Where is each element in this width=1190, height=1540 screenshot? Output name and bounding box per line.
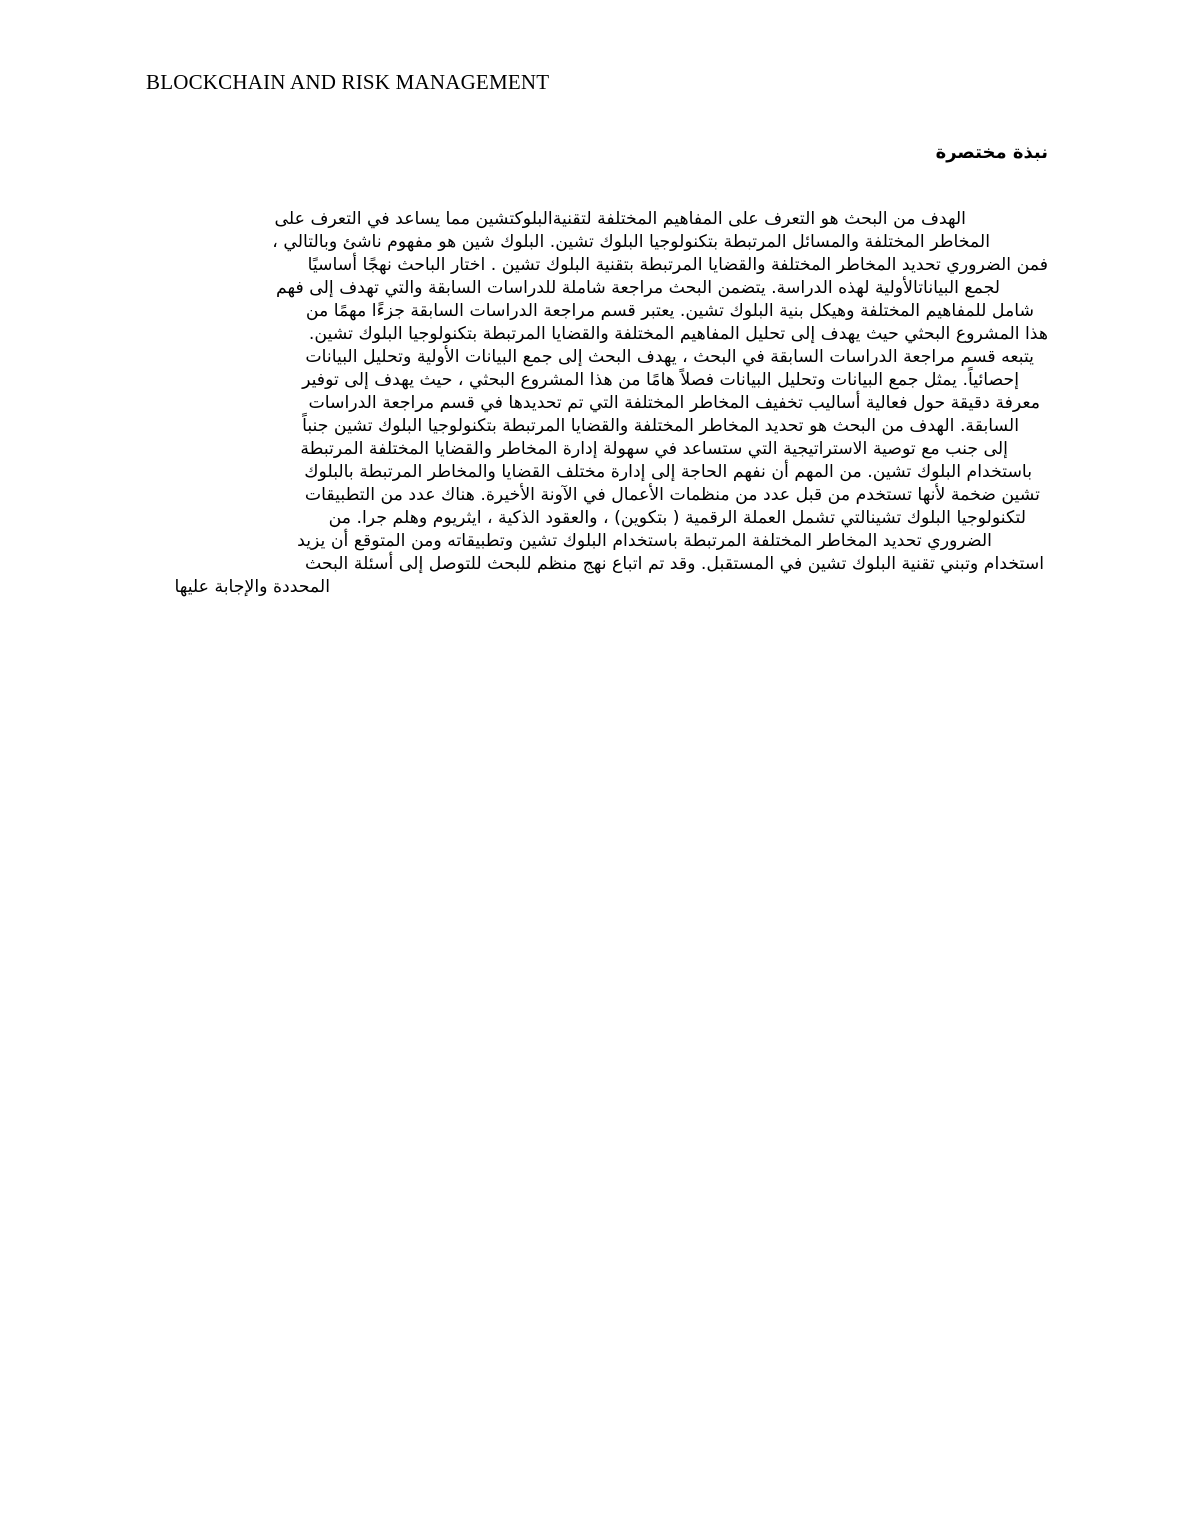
- abstract-line: لتكنولوجيا البلوك تشينالتي تشمل العملة الرقمية ( بتكوين) ، والعقود الذكية ، ايثريوم وهلم جرا. من: [328, 508, 1026, 528]
- abstract-body: [140, 208, 1052, 599]
- abstract-line: استخدام وتبني تقنية البلوك تشين في المستقبل. وقد تم اتباع نهج منظم للبحث للتوصل إلى أسئلة البحث: [304, 554, 1044, 574]
- abstract-line: إحصائياً. يمثل جمع البيانات وتحليل البيانات فصلاً هامًا من هذا المشروع البحثي ، حيث يهدف إلى توفير: [302, 370, 1019, 390]
- abstract-line: شامل للمفاهيم المختلفة وهيكل بنية البلوك تشين. يعتبر قسم مراجعة الدراسات السابقة جزءًا مهمًا من: [305, 301, 1034, 321]
- abstract-line: يتبعه قسم مراجعة الدراسات السابقة في البحث ، يهدف البحث إلى جمع البيانات الأولية وتحليل البيانات: [305, 347, 1034, 367]
- abstract-line: الضروري تحديد المخاطر المختلفة المرتبطة باستخدام البلوك تشين وتطبيقاته ومن المتوقع أن يزيد: [297, 531, 992, 551]
- abstract-line: المخاطر المختلفة والمسائل المرتبطة بتكنولوجيا البلوك تشين. البلوك شين هو مفهوم ناشئ وبالتالي ،: [272, 232, 990, 252]
- abstract-line: لجمع البياناتالأولية لهذه الدراسة. يتضمن البحث مراجعة شاملة للدراسات السابقة والتي تهدف إلى فهم: [276, 278, 1000, 298]
- running-header: BLOCKCHAIN AND RISK MANAGEMENT: [146, 70, 550, 94]
- abstract-line: الهدف من البحث هو التعرف على المفاهيم المختلفة لتقنيةالبلوكتشين مما يساعد في التعرف على: [274, 209, 966, 229]
- abstract-line: هذا المشروع البحثي حيث يهدف إلى تحليل المفاهيم المختلفة والقضايا المرتبطة بتكنولوجيا البلوك تشين.: [308, 324, 1048, 344]
- abstract-line: فمن الضروري تحديد المخاطر المختلفة والقضايا المرتبطة بتقنية البلوك تشين . اختار الباحث نهجًا أساسيًا: [307, 255, 1048, 275]
- abstract-line: معرفة دقيقة حول فعالية أساليب تخفيف المخاطر المختلفة التي تم تحديدها في قسم مراجعة الدراسات: [308, 393, 1040, 413]
- abstract-line: باستخدام البلوك تشين. من المهم أن نفهم الحاجة إلى إدارة مختلف القضايا والمخاطر المرتبطة بالبلوك: [304, 462, 1032, 482]
- abstract-line: المحددة والإجابة عليها: [174, 577, 330, 597]
- abstract-line: تشين ضخمة لأنها تستخدم من قبل عدد من منظمات الأعمال في الآونة الأخيرة. هناك عدد من التطبيقات: [304, 485, 1040, 505]
- abstract-line: إلى جنب مع توصية الاستراتيجية التي ستساعد في سهولة إدارة المخاطر والقضايا المختلفة المرتبطة: [300, 439, 1008, 459]
- abstract-line: السابقة. الهدف من البحث هو تحديد المخاطر المختلفة والقضايا المرتبطة بتكنولوجيا البلوك تشين جنباً: [302, 416, 1019, 436]
- abstract-heading: نبذة مختصرة: [935, 142, 1048, 163]
